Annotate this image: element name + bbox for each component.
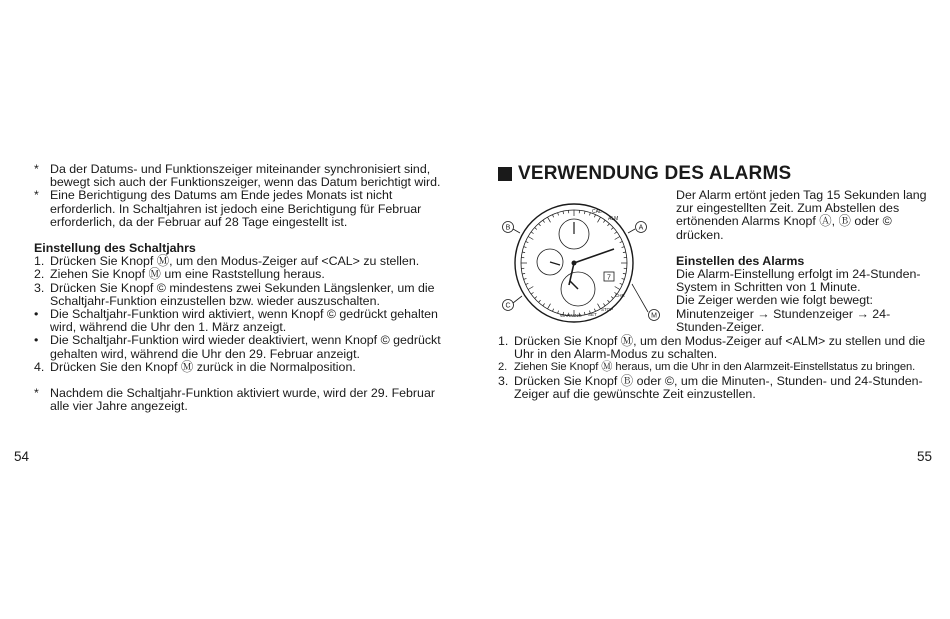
section-heading: Einstellung des Schaltjahrs <box>34 241 196 256</box>
bezel-tick <box>611 296 613 298</box>
dial-label: CAL <box>592 209 602 215</box>
bezel-tick <box>620 241 623 242</box>
note-item <box>34 163 444 189</box>
step-marker: 2. <box>34 267 45 282</box>
step-text: Drücken Sie Knopf Ⓜ, um den Modus-Zeiger auf <CAL> zu stellen. <box>50 254 420 269</box>
figure-text <box>676 189 930 334</box>
dial-label: SET <box>588 312 597 317</box>
bezel-tick <box>614 232 616 234</box>
bullet-text: Die Schaltjahr-Funktion wird wieder deaktiviert, wenn Knopf © gedrückt gehalten wird, während die Uhr den 29. Februar anzeigt. <box>50 333 441 361</box>
bezel-tick <box>531 292 533 294</box>
bezel-tick <box>611 228 613 230</box>
page-number-left: 54 <box>14 449 30 464</box>
bezel-tick <box>543 303 545 305</box>
intro-text: Der Alarm ertönt jeden Tag 15 Sekunden lang zur eingestellten Zeit. Zum Abstellen des ertönenden Alarms Knopf Ⓐ, Ⓑ oder © drücken. <box>676 188 927 242</box>
step-marker: 4. <box>34 359 45 374</box>
bezel-tick <box>539 300 541 302</box>
bullet-item <box>34 308 444 334</box>
bezel-tick <box>543 220 545 222</box>
button-label-a: A <box>638 224 644 232</box>
step-text: Drücken Sie Knopf © mindestens zwei Sekunden Längslenker, um die Schaltjahr-Funktion einzustellen bzw. wieder auszuschalten. <box>50 280 435 308</box>
bezel-tick <box>615 287 620 290</box>
page-number-right: 55 <box>917 449 933 464</box>
bezel-tick <box>622 278 625 279</box>
bezel-tick <box>528 287 533 290</box>
step-marker: 1. <box>34 254 45 269</box>
figure-row <box>498 189 930 335</box>
bezel-tick <box>539 224 541 226</box>
note-marker: * <box>34 386 39 401</box>
step-item <box>34 268 444 281</box>
bezel-tick <box>526 241 529 242</box>
bezel-tick <box>522 252 525 253</box>
bezel-tick <box>603 220 605 222</box>
bullet-marker: • <box>34 333 39 348</box>
note-marker: * <box>34 188 39 203</box>
bezel-tick <box>603 303 605 305</box>
bezel-tick <box>524 278 527 279</box>
bezel-tick <box>607 224 609 226</box>
step-text: Drücken Sie den Knopf Ⓜ zurück in die Normalposition. <box>50 359 356 374</box>
bezel-tick <box>584 211 585 214</box>
bezel-tick <box>524 247 527 248</box>
bullet-text: Die Schaltjahr-Funktion wird aktiviert, wenn Knopf © gedrückt gehalten wird, während die Uhr den 1. März anzeigt. <box>50 307 438 335</box>
bezel-tick <box>620 283 623 284</box>
step-marker: 1. <box>498 334 509 348</box>
bezel-tick <box>535 228 537 230</box>
bezel-tick <box>548 304 551 309</box>
bezel-tick <box>558 311 559 314</box>
bezel-tick <box>594 309 595 312</box>
bezel-tick <box>552 309 553 312</box>
bezel-tick <box>598 217 601 222</box>
bullet-item <box>34 334 444 360</box>
bezel-tick <box>528 237 533 240</box>
right-page <box>498 163 930 401</box>
bezel-tick <box>584 312 585 315</box>
button-label-c: C <box>505 302 511 310</box>
step-item <box>498 361 930 374</box>
date-window-text: 7 <box>607 274 611 282</box>
bezel-tick <box>615 237 620 240</box>
step-text: Ziehen Sie Knopf Ⓜ heraus, um die Uhr in den Alarmzeit-Einstellstatus zu bringen. <box>514 361 916 374</box>
subheading: Einstellen des Alarms <box>676 253 805 268</box>
hands-text: Die Zeiger werden wie folgt bewegt: <box>676 293 873 308</box>
note-text: Da der Datums- und Funktionszeiger miteinander synchronisiert sind, bewegt sich auch der Funktionszeiger, wenn das Datum berichtigt wird. <box>50 162 441 190</box>
bezel-tick <box>531 232 533 234</box>
title-row <box>498 163 930 185</box>
bezel-tick <box>548 217 551 222</box>
note-item <box>34 387 444 413</box>
bezel-tick <box>607 300 609 302</box>
dial-label: WARNING <box>560 313 582 318</box>
hands-sequence: Minutenzeiger → Stundenzeiger → 24-Stunden-Zeiger. <box>676 306 891 334</box>
step-marker: 3. <box>34 280 45 295</box>
step-item <box>34 361 444 374</box>
bezel-tick <box>623 273 626 274</box>
step-item <box>498 335 930 361</box>
title-square-icon <box>498 167 512 181</box>
step-marker: 2. <box>498 361 508 374</box>
button-label-m: M <box>651 312 657 320</box>
sub-text: Die Alarm-Einstellung erfolgt im 24-Stunden-System in Schritten von 1 Minute. <box>676 267 921 295</box>
step-text: Ziehen Sie Knopf Ⓜ um eine Raststellung heraus. <box>50 267 325 282</box>
bezel-tick <box>522 273 525 274</box>
bezel-tick <box>563 211 564 214</box>
step-item <box>498 375 930 401</box>
watch-diagram-icon <box>498 189 668 335</box>
step-text: Drücken Sie Knopf Ⓜ, um den Modus-Zeiger auf <ALM> zu stellen und die Uhr in den Alarm-Modus zu schalten. <box>514 334 926 362</box>
bezel-tick <box>558 213 559 216</box>
note-item <box>34 189 444 229</box>
button-label-b: B <box>505 224 511 232</box>
page-title: VERWENDUNG DES ALARMS <box>518 163 792 185</box>
bullet-marker: • <box>34 307 39 322</box>
note-marker: * <box>34 162 39 176</box>
step-text: Drücken Sie Knopf Ⓑ oder ©, um die Minuten-, Stunden- und 24-Stunden-Zeiger auf die gewünschte Zeit einzustellen. <box>514 373 923 401</box>
step-item <box>34 282 444 308</box>
bezel-tick <box>535 296 537 298</box>
left-page <box>34 163 444 413</box>
bezel-tick <box>622 247 625 248</box>
bezel-tick <box>623 252 626 253</box>
note-text: Eine Berichtigung des Datums am Ende jedes Monats ist nicht erforderlich. In Schaltjahren ist jedoch eine Berichtigung für Februar erforderlich, da der Februar auf 28 Tage eingestellt ist. <box>50 188 422 229</box>
step-marker: 3. <box>498 373 509 388</box>
note-text: Nachdem die Schaltjahr-Funktion aktiviert wurde, wird der 29. Februar alle vier Jahre angezeigt. <box>50 386 435 414</box>
bezel-tick <box>589 213 590 216</box>
dial-label: ALM <box>608 216 619 222</box>
dial-label: STOP <box>601 307 614 312</box>
bezel-tick <box>552 215 553 218</box>
bezel-tick <box>526 283 529 284</box>
dial-label: CHR <box>615 293 625 298</box>
